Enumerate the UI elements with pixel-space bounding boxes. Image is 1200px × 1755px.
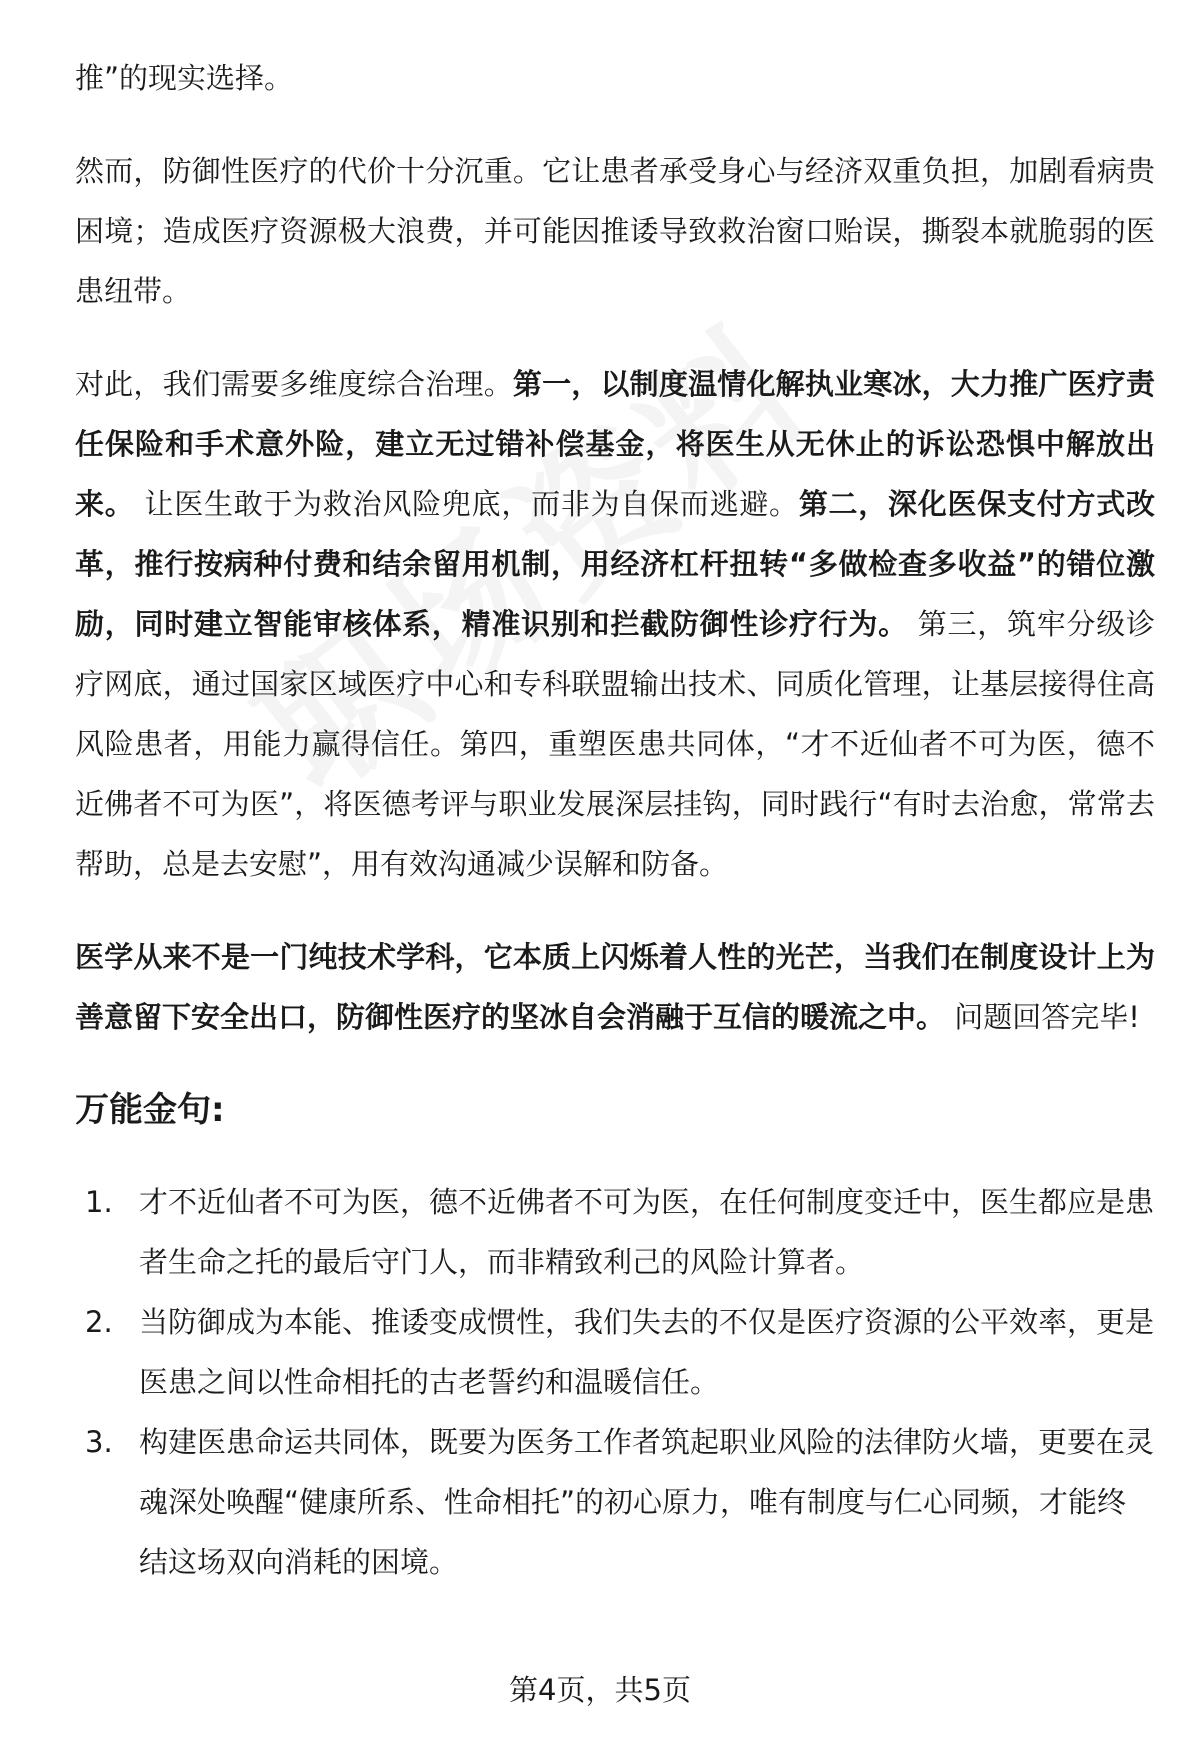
document-page <box>75 48 1155 1592</box>
list-item-text: 构建医患命运共同体，既要为医务工作者筑起职业风险的法律防火墙，更要在灵魂深处唤醒“健康所系、性命相托”的初心原力，唯有制度与仁心同频，才能终结这场双向消耗的困境。 <box>139 1425 1155 1579</box>
solution-rest-text: 第三，筑牢分级诊疗网底，通过国家区域医疗中心和专科联盟输出技术、同质化管理，让基层接得住高风险患者，用能力赢得信任。第四，重塑医患共同体，“才不近仙者不可为医，德不近佛者不可为医”，将医德考评与职业发展深层挂钩，同时践行“有时去治愈，常常去帮助，总是去安慰”，用有效沟通减少误解和防备。 <box>75 607 1155 881</box>
paragraph-costs: 然而，防御性医疗的代价十分沉重。它让患者承受身心与经济双重负担，加剧看病贵困境；造成医疗资源极大浪费，并可能因推诿导致救治窗口贻误，撕裂本就脆弱的医患纽带。 <box>75 154 1155 308</box>
list-item <box>85 1412 1155 1592</box>
solution-first-bold: 第一，以制度温情化解执业寒冰，大力推广医疗责任保险和手术意外险，建立无过错补偿基金，将医生从无休止的诉讼恐惧中解放出来。 <box>75 367 1155 521</box>
list-item-text: 当防御成为本能、推诿变成惯性，我们失去的不仅是医疗资源的公平效率，更是医患之间以性命相托的古老誓约和温暖信任。 <box>139 1305 1155 1399</box>
page-number: 第4页，共5页 <box>509 1673 691 1707</box>
solutions-intro: 对此，我们需要多维度综合治理。 <box>75 367 513 401</box>
quotes-list <box>75 1172 1155 1592</box>
conclusion-bold: 医学从来不是一门纯技术学科，它本质上闪烁着人性的光芒，当我们在制度设计上为善意留下安全出口，防御性医疗的坚冰自会消融于互信的暖流之中。 <box>75 940 1155 1034</box>
list-item-text: 才不近仙者不可为医，德不近佛者不可为医，在任何制度变迁中，医生都应是患者生命之托的最后守门人，而非精致利己的风险计算者。 <box>139 1185 1155 1279</box>
conclusion-end-text: 问题回答完毕! <box>945 1000 1140 1034</box>
quotes-heading: 万能金句: <box>75 1090 225 1130</box>
paragraph-conclusion <box>75 927 1155 1047</box>
list-item <box>85 1292 1155 1412</box>
list-item <box>85 1172 1155 1292</box>
list-item-number: 3. <box>85 1425 113 1459</box>
paragraph-continuation: 推”的现实选择。 <box>75 61 294 95</box>
paragraph-solutions <box>75 354 1155 894</box>
list-item-number: 1. <box>85 1185 113 1219</box>
solution-second-bold: 第二，深化医保支付方式改革，推行按病种付费和结余留用机制，用经济杠杆扭转“多做检查多收益”的错位激励，同时建立智能审核体系，精准识别和拦截防御性诊疗行为。 <box>75 487 1155 641</box>
list-item-number: 2. <box>85 1305 113 1339</box>
solution-first-text: 让医生敢于为救治风险兜底，而非为自保而逃避。 <box>134 487 799 521</box>
